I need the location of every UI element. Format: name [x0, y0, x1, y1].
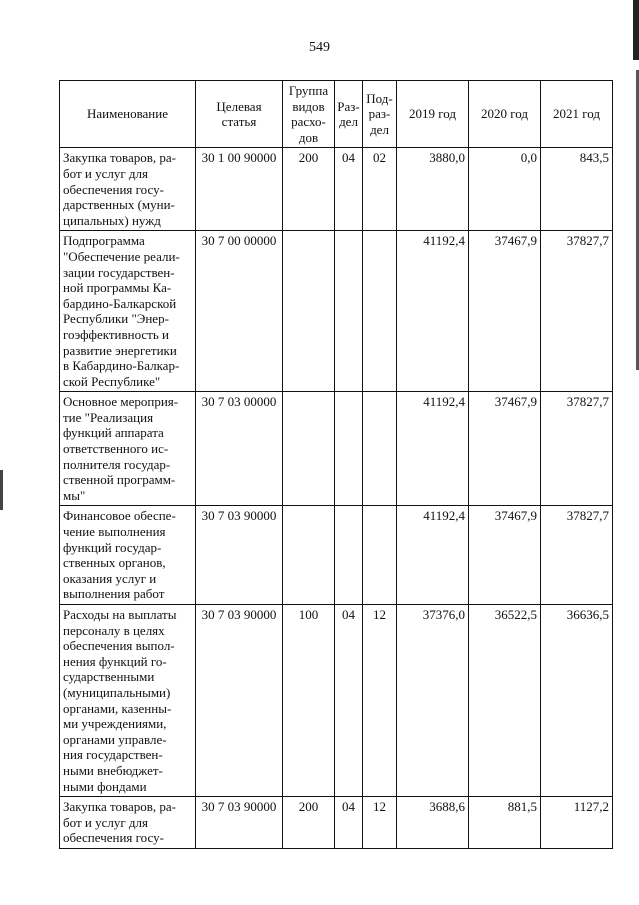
- table-row: [60, 148, 613, 231]
- table-row: [60, 231, 613, 392]
- row-target: 30 1 00 90000: [196, 148, 283, 231]
- row-target: 30 7 03 90000: [196, 797, 283, 849]
- row-section: 04: [335, 148, 363, 231]
- table-header-row: [60, 81, 613, 148]
- row-section: [335, 506, 363, 605]
- budget-table: [59, 80, 613, 849]
- col-header-section: Раз- дел: [335, 81, 363, 148]
- row-target: 30 7 03 00000: [196, 392, 283, 506]
- row-2020: 0,0: [469, 148, 541, 231]
- row-2020: 37467,9: [469, 392, 541, 506]
- row-2021: 37827,7: [541, 231, 613, 392]
- row-2021: 843,5: [541, 148, 613, 231]
- col-header-2019: 2019 год: [397, 81, 469, 148]
- row-section: [335, 392, 363, 506]
- row-2019: 37376,0: [397, 605, 469, 797]
- row-2021: 37827,7: [541, 506, 613, 605]
- row-2021: 37827,7: [541, 392, 613, 506]
- row-2019: 3688,6: [397, 797, 469, 849]
- col-header-name: Наименование: [60, 81, 196, 148]
- row-name: Расходы на выплаты персоналу в целях обеспечения выпол- нения функций го- сударственными (муниципальными) органами, казенны- ми учреждениями, органами управле- ния государствен- ными внебюджет- ными фондами: [60, 605, 196, 797]
- row-target: 30 7 03 90000: [196, 605, 283, 797]
- row-2019: 41192,4: [397, 392, 469, 506]
- row-name: Закупка товаров, ра- бот и услуг для обеспечения госу- дарственных (муни- ципальных) нужд: [60, 148, 196, 231]
- col-header-subsection: Под- раз- дел: [363, 81, 397, 148]
- row-2019: 3880,0: [397, 148, 469, 231]
- row-2019: 41192,4: [397, 231, 469, 392]
- row-group: 200: [283, 148, 335, 231]
- col-header-target: Целевая статья: [196, 81, 283, 148]
- row-group: [283, 231, 335, 392]
- row-section: 04: [335, 797, 363, 849]
- row-group: [283, 392, 335, 506]
- row-name: Закупка товаров, ра- бот и услуг для обеспечения госу-: [60, 797, 196, 849]
- row-section: 04: [335, 605, 363, 797]
- row-2020: 37467,9: [469, 506, 541, 605]
- row-2020: 36522,5: [469, 605, 541, 797]
- row-name: Основное мероприя- тие "Реализация функций аппарата ответственного ис- полнителя государ- ственной программ- мы": [60, 392, 196, 506]
- row-section: [335, 231, 363, 392]
- table-row: [60, 797, 613, 849]
- row-group: 200: [283, 797, 335, 849]
- col-header-2021: 2021 год: [541, 81, 613, 148]
- row-2021: 36636,5: [541, 605, 613, 797]
- row-subsection: [363, 506, 397, 605]
- row-2021: 1127,2: [541, 797, 613, 849]
- row-subsection: 02: [363, 148, 397, 231]
- row-2019: 41192,4: [397, 506, 469, 605]
- table-row: [60, 506, 613, 605]
- row-group: [283, 506, 335, 605]
- row-name: Подпрограмма "Обеспечение реали- зации государствен- ной программы Ка- бардино-Балкарской Республики "Энер- гоэффективность и развитие энергетики в Кабардино-Балкар- ской Республике": [60, 231, 196, 392]
- col-header-2020: 2020 год: [469, 81, 541, 148]
- row-subsection: 12: [363, 797, 397, 849]
- row-subsection: 12: [363, 605, 397, 797]
- row-target: 30 7 00 00000: [196, 231, 283, 392]
- row-2020: 881,5: [469, 797, 541, 849]
- row-subsection: [363, 392, 397, 506]
- row-group: 100: [283, 605, 335, 797]
- row-subsection: [363, 231, 397, 392]
- col-header-group: Группа видов расхо- дов: [283, 81, 335, 148]
- row-target: 30 7 03 90000: [196, 506, 283, 605]
- scan-edge-mark: [633, 0, 639, 60]
- row-name: Финансовое обеспе- чение выполнения функций государ- ственных органов, оказания услуг и выполнения работ: [60, 506, 196, 605]
- page-number: 549: [309, 40, 330, 55]
- table-row: [60, 605, 613, 797]
- row-2020: 37467,9: [469, 231, 541, 392]
- table-row: [60, 392, 613, 506]
- scan-edge-mark: [0, 470, 3, 510]
